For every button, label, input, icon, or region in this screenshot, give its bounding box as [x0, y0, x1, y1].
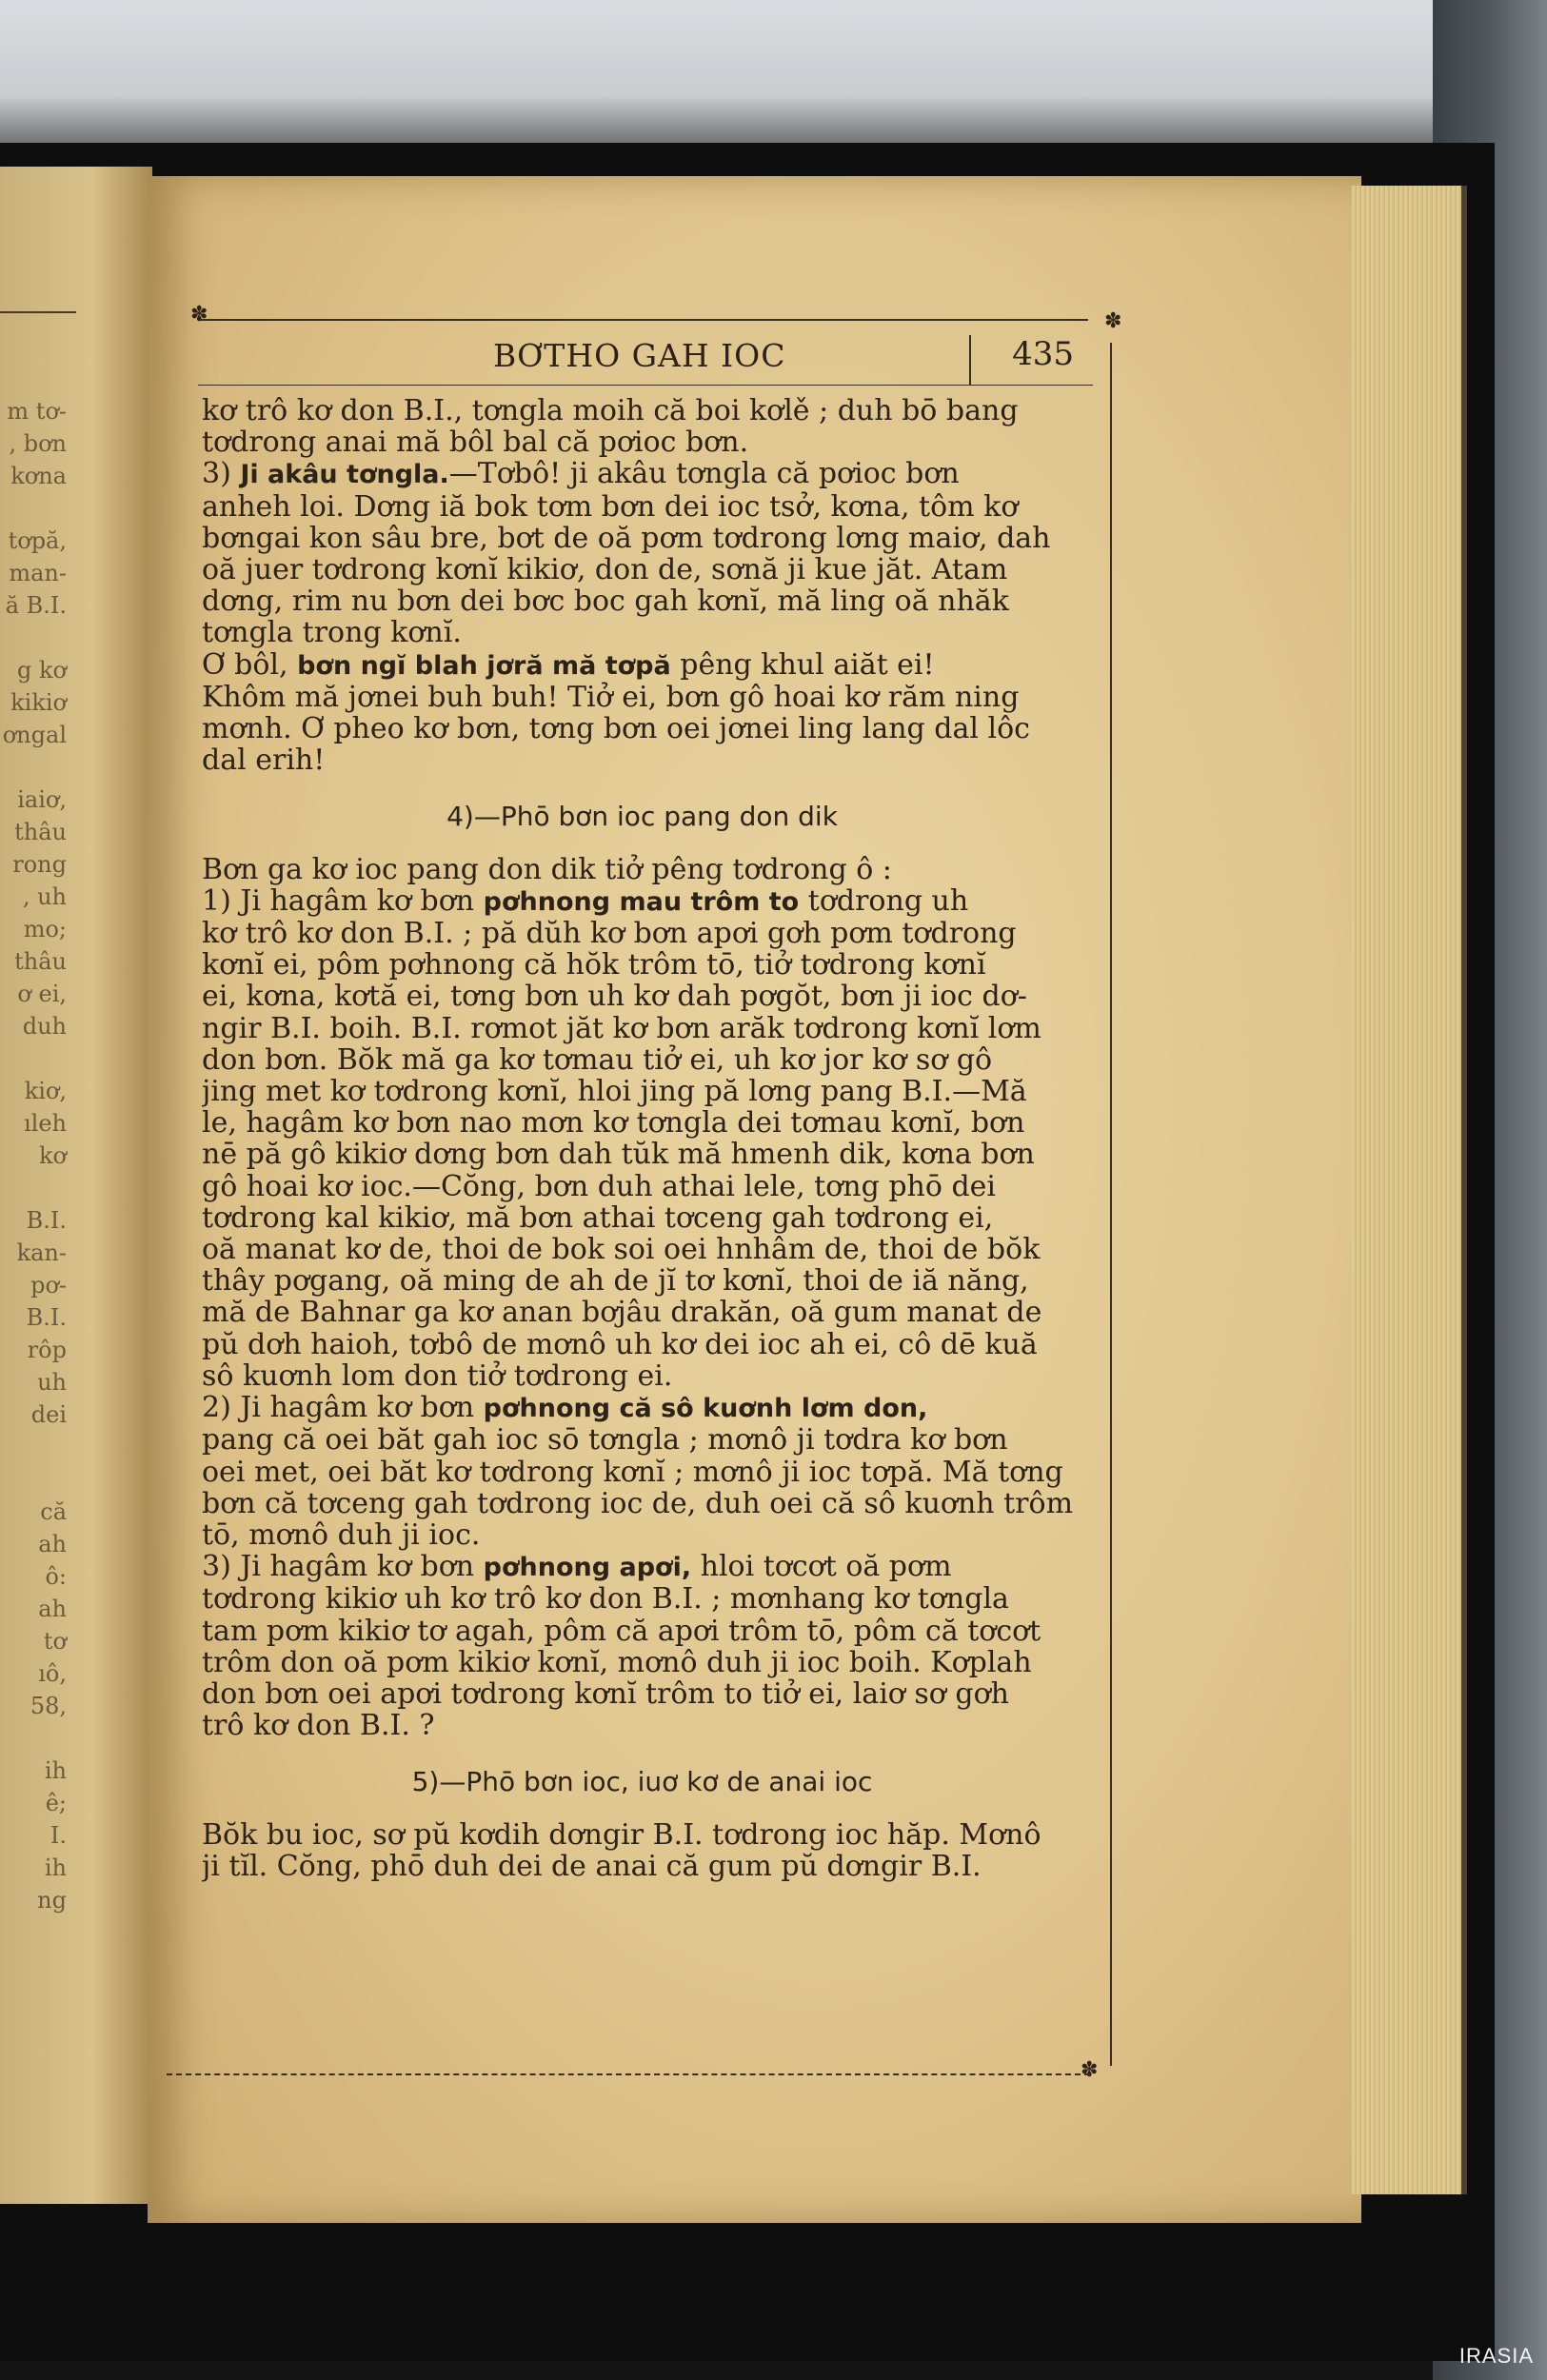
- margin-fragment: kan-: [16, 1240, 67, 1266]
- text-line: oei met, oei băt kơ tơdrong kơnĭ ; mơnô ji ioc tơpă. Mă tơng: [202, 1456, 1063, 1488]
- footer-rule: [167, 2073, 1090, 2075]
- text-line: thây pơgang, oă ming de ah de jĭ tơ kơnĭ, thoi de iă năng,: [202, 1265, 1029, 1298]
- margin-fragment: man-: [9, 560, 67, 586]
- bold-phrase: pơhnong că sô kuơnh lơm don,: [483, 1394, 928, 1424]
- margin-fragment: [0, 1042, 67, 1075]
- text-line: tơdrong anai mă bôl bal că pơioc bơn.: [202, 426, 749, 459]
- left-page: [0, 167, 152, 2204]
- margin-fragment: kikiơ: [10, 689, 67, 716]
- text-line: [202, 1551, 1082, 1583]
- text-line: Khôm mă jơnei buh buh! Tiở ei, bơn gô hoai kơ răm ning: [202, 681, 1020, 714]
- margin-fragment: [0, 1172, 67, 1204]
- paragraph-block: [202, 1819, 1082, 1882]
- text-line: bơn că tơceng gah tơdrong ioc de, duh oei că sô kuơnh trôm: [202, 1487, 1074, 1519]
- paragraph-block: [202, 491, 1082, 649]
- text-line: trô kơ don B.I. ?: [202, 1710, 435, 1742]
- text-line: Bơn ga kơ ioc pang don dik tiở pêng tơdrong ô :: [202, 853, 892, 885]
- text-line: pang că oei băt gah ioc sō tơngla ; mơnô ji tơdra kơ bơn: [202, 1424, 1008, 1457]
- paragraph-block: [202, 395, 1082, 458]
- margin-fragment: uh: [37, 1369, 67, 1396]
- text-line: [202, 1392, 1082, 1424]
- text-line: kơ trô kơ don B.I. ; pă dŭh kơ bơn apơi gơh pơm tơdrong: [202, 918, 1017, 950]
- page-number: 435: [1012, 335, 1074, 373]
- paragraph-block: [202, 918, 1082, 1392]
- text-line: [202, 885, 1082, 918]
- text-line: kơnĭ ei, pôm pơhnong că hŏk trôm tō, tiở tơdrong kơnĭ: [202, 949, 986, 982]
- text-run: tơdrong uh: [799, 884, 969, 918]
- text-line: oă juer tơdrong kơnĭ kikiơ, don de, sơnă ji kue jăt. Atam: [202, 554, 1008, 586]
- text-line: gô hoai kơ ioc.—Cŏng, bơn duh athai lele, tơng phō dei: [202, 1170, 996, 1202]
- ornament-icon: ✽: [190, 303, 208, 327]
- text-run: —Tơbô! ji akâu tơngla că pơioc bơn: [448, 458, 960, 491]
- left-page-margin-text: [0, 395, 67, 1916]
- margin-fragment: , uh: [22, 883, 67, 910]
- paragraph-block: [202, 1583, 1082, 1741]
- bold-phrase: pơhnong mau trôm to: [483, 886, 800, 917]
- margin-fragment: [0, 1463, 67, 1496]
- margin-fragment: dei: [30, 1401, 67, 1428]
- margin-fragment: ng: [37, 1887, 67, 1914]
- bold-phrase: pơhnong apơi,: [483, 1553, 692, 1583]
- paragraph-block: [202, 682, 1082, 777]
- right-margin-rule: [1110, 343, 1112, 2066]
- margin-fragment: rôp: [27, 1337, 67, 1363]
- item-number: 2) Ji hagâm kơ bơn: [202, 1392, 484, 1425]
- text-line: dơng, rim nu bơn dei bơc boc gah kơnĭ, mă ling oă nhăk: [202, 585, 1009, 618]
- running-header: [198, 335, 1093, 386]
- text-line: tơdrong kal kikiơ, mă bơn athai tơceng gah tơdrong ei,: [202, 1201, 994, 1235]
- page-edges: [1352, 186, 1467, 2194]
- margin-fragment: m tơ-: [7, 398, 67, 425]
- margin-fragment: tơ: [43, 1628, 67, 1655]
- margin-fragment: [0, 492, 67, 525]
- text-line: trôm don oă pơm kikiơ kơnĭ, mơnô duh ji ioc boih. Kơplah: [202, 1646, 1032, 1678]
- margin-fragment: ơ ei,: [17, 981, 67, 1007]
- margin-fragment: g kơ: [17, 657, 67, 684]
- margin-fragment: ih: [44, 1757, 67, 1784]
- running-title: BƠTHO GAH IOC: [493, 337, 786, 374]
- text-line: tō, mơnô duh ji ioc.: [202, 1518, 481, 1552]
- margin-fragment: kơ: [39, 1142, 67, 1169]
- margin-fragment: duh: [22, 1013, 67, 1040]
- text-line: jing met kơ tơdrong kơnĭ, hloi jing pă lơng pang B.I.—Mă: [202, 1076, 1027, 1108]
- margin-fragment: tơpă,: [8, 527, 67, 554]
- text-line: tam pơm kikiơ tơ agah, pôm că apơi trôm tō, pôm că tơcơt: [202, 1615, 1041, 1647]
- margin-fragment: thâu: [14, 819, 67, 845]
- text-line: ji tĭl. Cŏng, phō duh dei de anai că gum pŭ dơngir B.I.: [202, 1850, 982, 1882]
- text-line: [202, 649, 1082, 682]
- section-heading: 5)—Phō bơn ioc, iuơ kơ de anai ioc: [411, 1766, 873, 1798]
- text-line: le, hagâm kơ bơn nao mơn kơ tơngla dei tơmau kơnĭ, bơn: [202, 1107, 1025, 1140]
- margin-fragment: ơngal: [2, 722, 67, 748]
- text-line: sô kuơnh lom don tiở tơdrong ei.: [202, 1359, 673, 1393]
- margin-fragment: [0, 622, 67, 654]
- margin-fragment: B.I.: [26, 1207, 67, 1234]
- margin-fragment: B.I.: [26, 1304, 67, 1331]
- margin-fragment: ih: [44, 1854, 67, 1881]
- header-divider: [969, 335, 971, 385]
- bold-phrase: bơn ngĭ blah jơră mă tơpă: [297, 650, 671, 681]
- text-line: anheh loi. Dơng iă bok tơm bơn dei ioc tsở, kơna, tôm kơ: [202, 490, 1019, 523]
- text-line: don bơn. Bŏk mă ga kơ tơmau tiở ei, uh kơ jor kơ sơ gô: [202, 1043, 993, 1077]
- margin-fragment: mo;: [23, 916, 67, 942]
- bold-phrase: Ji akâu tơngla.: [240, 460, 449, 490]
- item-number: 1) Ji hagâm kơ bơn: [202, 884, 484, 918]
- text-line: dal erih!: [202, 744, 326, 777]
- page-body: [202, 395, 1082, 1882]
- text-line: oă manat kơ de, thoi de bok soi oei hnhâm de, thoi de bŏk: [202, 1234, 1041, 1266]
- margin-fragment: ıô,: [38, 1660, 67, 1687]
- margin-fragment: pơ-: [30, 1272, 67, 1299]
- margin-fragment: thâu: [14, 948, 67, 975]
- margin-fragment: ê;: [45, 1790, 67, 1816]
- text-line: ei, kơna, kơtă ei, tơng bơn uh kơ dah pơgŏt, bơn ji ioc dơ-: [202, 981, 1027, 1013]
- margin-fragment: kơna: [10, 463, 67, 489]
- item-number: 3): [202, 458, 241, 491]
- text-line: Bŏk bu ioc, sơ pŭ kơdih dơngir B.I. tơdrong ioc hăp. Mơnô: [202, 1818, 1041, 1851]
- watermark: IRASIA: [1458, 2344, 1534, 2368]
- margin-fragment: ă B.I.: [5, 592, 67, 619]
- text-line: tơngla trong kơnĭ.: [202, 617, 462, 649]
- margin-fragment: rong: [12, 851, 67, 878]
- margin-fragment: I.: [50, 1822, 67, 1849]
- item-number: 3) Ji hagâm kơ bơn: [202, 1551, 484, 1584]
- margin-fragment: , bơn: [9, 430, 67, 457]
- margin-fragment: ah: [38, 1596, 67, 1622]
- margin-fragment: că: [40, 1498, 67, 1525]
- margin-fragment: kiơ,: [24, 1078, 67, 1104]
- margin-fragment: [0, 1431, 67, 1463]
- margin-fragment: iaiơ,: [17, 786, 67, 813]
- text-line: nē pă gô kikiơ dơng bơn dah tŭk mă hmenh dik, kơna bơn: [202, 1139, 1035, 1171]
- text-line: bơngai kon sâu bre, bơt de oă pơm tơdrong lơng maiơ, dah: [202, 522, 1051, 555]
- text-line: mơnh. Ơ pheo kơ bơn, tơng bơn oei jơnei ling lang dal lôc: [202, 713, 1030, 745]
- margin-fragment: [0, 751, 67, 783]
- text-line: mă de Bahnar ga kơ anan bơjâu drakăn, oă gum manat de: [202, 1297, 1042, 1329]
- paragraph-block: [202, 1424, 1082, 1551]
- text-run: Ơ bôl,: [202, 648, 298, 682]
- margin-fragment: 58,: [30, 1693, 67, 1719]
- text-line: don bơn oei apơi tơdrong kơnĭ trôm to tiở ei, laiơ sơ gơh: [202, 1677, 1009, 1711]
- text-line: [202, 458, 1082, 490]
- text-run: hloi tơcơt oă pơm: [691, 1551, 952, 1584]
- left-page-rule: [0, 311, 76, 313]
- header-rule: [198, 319, 1088, 321]
- text-run: pêng khul aiăt ei!: [670, 648, 935, 682]
- margin-fragment: ah: [38, 1531, 67, 1557]
- text-line: kơ trô kơ don B.I., tơngla moih că boi kơlě ; duh bō bang: [202, 395, 1019, 427]
- ornament-icon: ✽: [1081, 2058, 1099, 2082]
- margin-fragment: ıleh: [23, 1110, 67, 1137]
- margin-fragment: [0, 1722, 67, 1755]
- text-line: pŭ dơh haioh, tơbô de mơnô uh kơ dei ioc ah ei, cô dē kuă: [202, 1328, 1038, 1360]
- section-heading: 4)—Phō bơn ioc pang don dik: [446, 801, 838, 833]
- ornament-icon: ✽: [1104, 309, 1122, 333]
- text-line: tơdrong kikiơ uh kơ trô kơ don B.I. ; mơnhang kơ tơngla: [202, 1583, 1009, 1616]
- text-line: ngir B.I. boih. B.I. rơmot jăt kơ bơn arăk tơdrong kơnĭ lơm: [202, 1012, 1041, 1044]
- margin-fragment: ô:: [45, 1563, 67, 1590]
